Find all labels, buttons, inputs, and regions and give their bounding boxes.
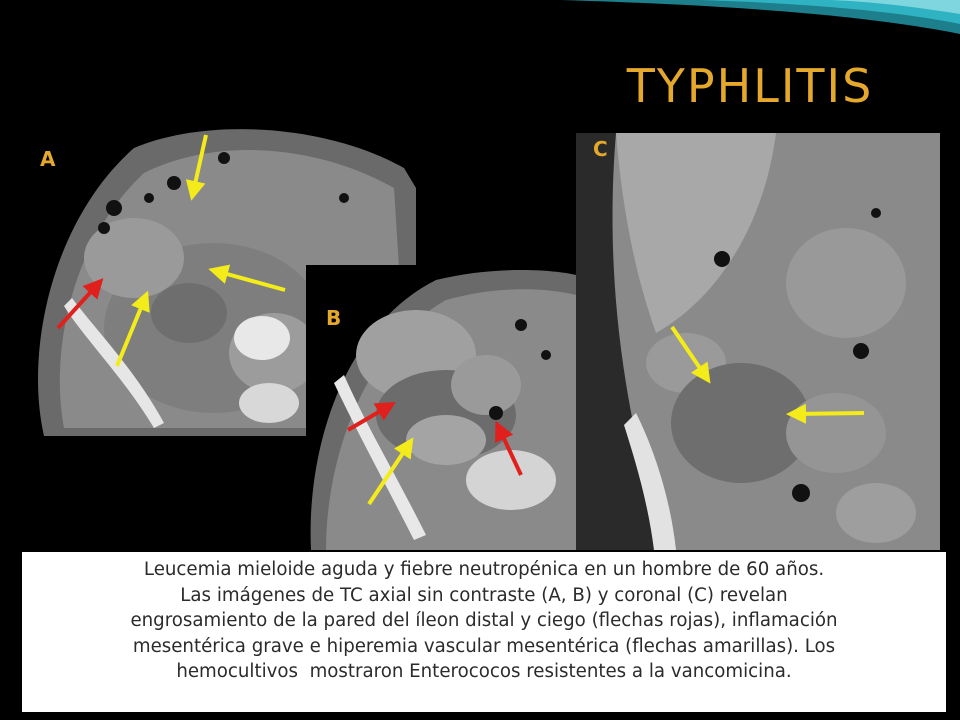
panel-label-a: A: [40, 147, 56, 171]
caption-line: mesentérica grave e hiperemia vascular mesentérica (flechas amarillas). Los: [132, 635, 836, 657]
slide-title: TYPHLITIS: [626, 58, 874, 113]
caption-line: engrosamiento de la pared del íleon distal y ciego (flechas rojas), inflamación: [130, 610, 838, 631]
caption-line: Leucemia mieloide aguda y fiebre neutropénica en un hombre de 60 años.: [143, 559, 825, 580]
caption-box: [22, 552, 946, 712]
corner-decoration: [0, 0, 960, 40]
caption-line: hemocultivos mostraron Enterococos resistentes a la vancomicina.: [176, 661, 792, 682]
ct-image-c: [576, 133, 940, 550]
panel-label-c: C: [593, 137, 608, 161]
caption-line: Las imágenes de TC axial sin contraste (A, B) y coronal (C) revelan: [180, 584, 788, 606]
panel-label-b: B: [326, 306, 342, 330]
ct-image-b: [306, 265, 576, 550]
